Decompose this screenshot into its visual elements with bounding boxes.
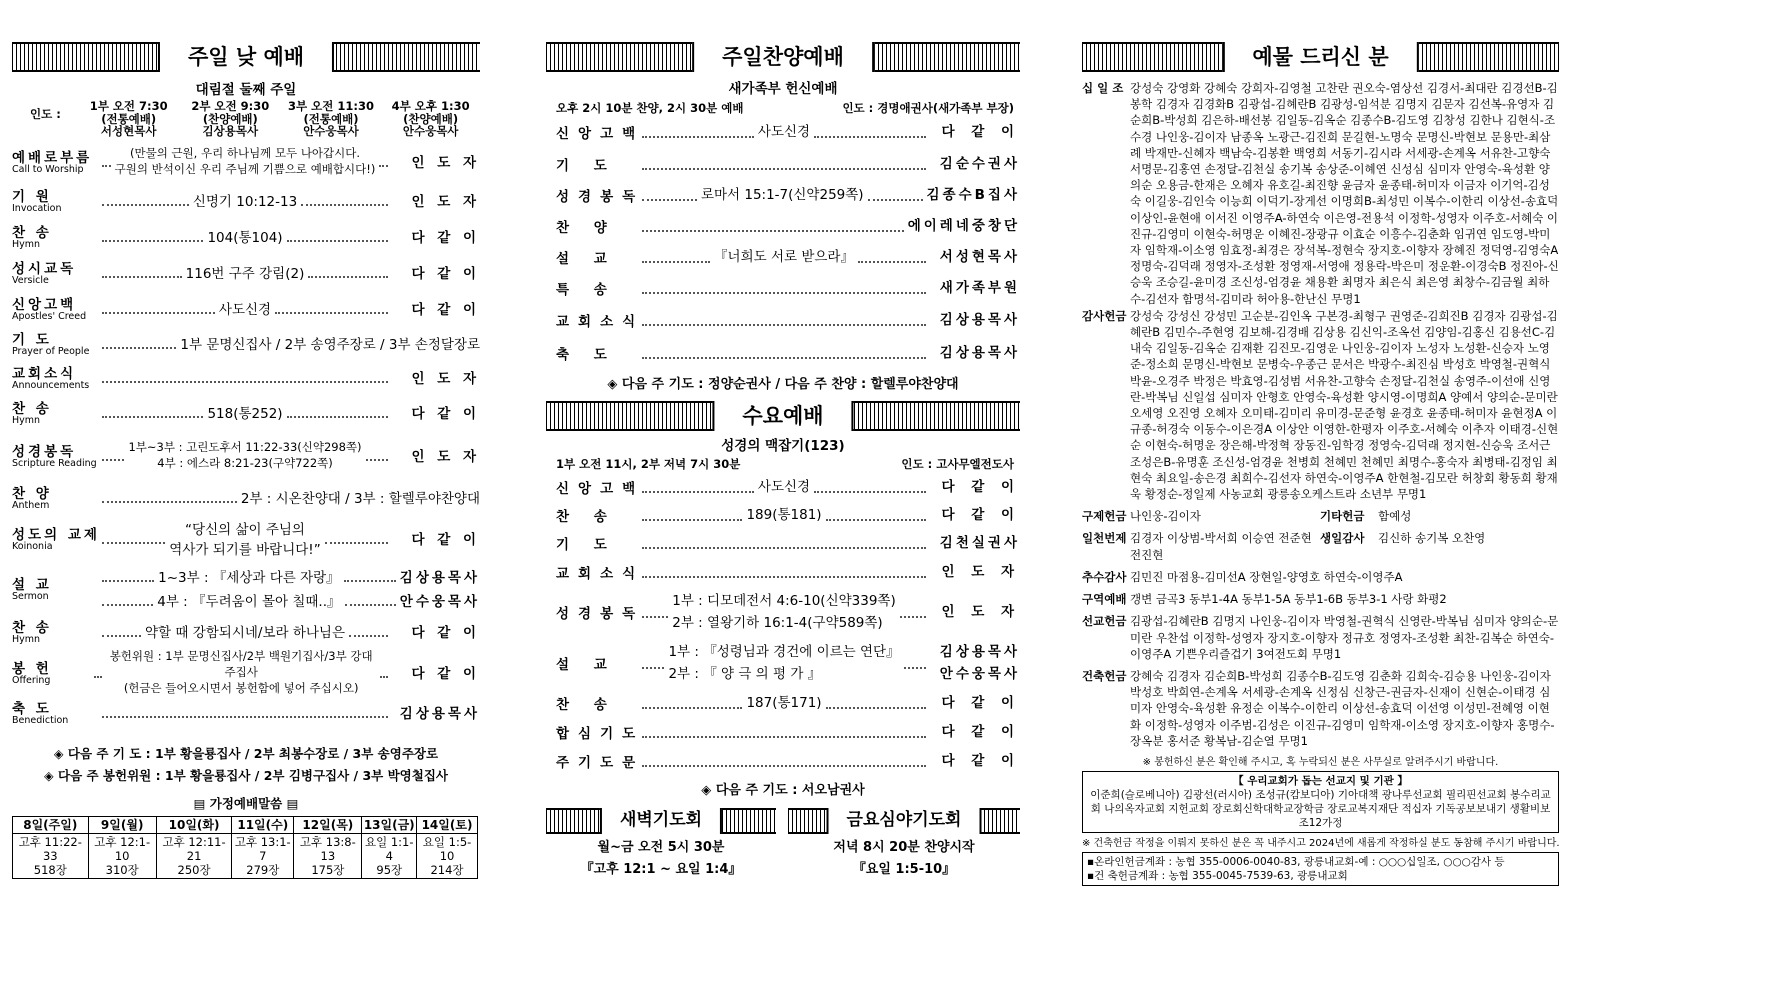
item-leader: 다 같 이: [941, 124, 1021, 140]
item-label: 기 도: [556, 157, 617, 174]
mission-row: 선교헌금 김광섭-김혜란B 김명지 나인웅-김이자 박영철-권혁식 신영란-박복님 심미자 양의순-문미란 우찬섭 이정학-성영자 장지호-이향자 정규호 정영자-조성환 최찬-김복순 하연숙-이영주A 기쁜우리즐겁기 3여전도회 무명1: [1082, 614, 1559, 661]
item-label: 예배로부름 Call to Worship: [12, 150, 93, 175]
item-label: 성경봉독: [556, 606, 645, 622]
item-label: 축 도: [556, 347, 617, 363]
service-2: 2부 오전 9:30 (찬양예배) 김상용목사: [191, 99, 270, 138]
item-content: (만물의 근원, 우리 하나님께 모두 나아갑시다. 구원의 반석이신 우리 주님께 기쁨으로 예배합시다!): [114, 145, 376, 176]
service-item: [12, 218, 480, 254]
service-item: [546, 241, 1020, 272]
wednesday-banner: [546, 401, 1020, 431]
leaders-label: 인도 :: [30, 107, 61, 121]
item-leader: 인 도 자: [411, 370, 480, 387]
family-ref: 고후 11:22-33 518장: [13, 833, 89, 878]
item-leader: 안수웅목사: [399, 593, 481, 610]
item-leader: 인 도 자: [941, 563, 1020, 580]
item-leader: 다 같 이: [941, 723, 1020, 740]
friday-title: 금요심야기도회: [827, 808, 982, 834]
item-leader: 김상용목사: [939, 345, 1020, 361]
service-item: [546, 717, 1020, 746]
item-label: 봉 헌 Offering: [12, 661, 52, 686]
item-leader: 다 같 이: [411, 265, 480, 282]
service-item: [546, 179, 1020, 210]
item-content: 2부 : 시온찬양대 / 3부 : 할렐루야찬양대: [240, 490, 480, 507]
praise-leader: 인도 : 경명애권사(새가족부 부장): [842, 101, 1014, 115]
family-ref: 고후 13:1-7 279장: [232, 833, 294, 878]
service-times: [12, 100, 480, 138]
book-icon-left: ▤: [193, 795, 210, 811]
item-label: 설 교 Sermon: [12, 577, 52, 602]
family-day: 13일(금): [363, 817, 415, 832]
family-day: 10일(화): [156, 816, 232, 833]
service-4: 4부 오후 1:30 (찬양예배) 안수웅목사: [391, 99, 470, 138]
item-leader: 김상용목사 안수웅목사: [939, 644, 1021, 682]
item-content: 1부 : 디모데전서 4:6-10(신약339쪽) 2부 : 열왕기하 16:1-4(구약589쪽): [672, 593, 896, 631]
item-label: 찬 송 Hymn: [12, 620, 52, 645]
thanks-note: ※ 봉헌하신 분은 확인해 주시고, 혹 누락되신 분은 사무실로 알려주시기 바랍니다.: [1142, 756, 1499, 768]
building-note: ※ 건축헌금 작정을 이뤄지 못하신 분은 꼭 내주시고 2024년에 새롭게 작정하실 분도 동참해 주시기 바랍니다.: [1082, 837, 1560, 849]
sermon-lines: [98, 564, 480, 612]
service-item: [12, 430, 480, 480]
service-item: [546, 210, 1020, 241]
service-item: [546, 303, 1020, 337]
service-item: [12, 562, 480, 614]
service-item: [12, 696, 480, 728]
service-item: [12, 140, 480, 182]
service-item: [546, 638, 1020, 688]
family-ref: 고후 12:11-21 250장: [156, 833, 232, 878]
relief-row: 구제헌금 나인웅-김이자 기타헌금 함예성: [1082, 509, 1412, 524]
friday-time: 저녁 8시 20분 찬양시작: [833, 840, 975, 855]
mission-support-box: [1082, 771, 1559, 833]
dawn-banner: [546, 808, 776, 834]
item-label: 기 도: [556, 537, 617, 553]
item-label: 찬 송: [556, 509, 617, 525]
once-row: 일천번제 김경자 이상범-박서희 이승연 전준현 전진현 생일감사 김신하 송기복 오찬영: [1082, 531, 1486, 562]
family-ref: 고후 12:1-10 310장: [88, 833, 156, 878]
service-item: [546, 746, 1020, 775]
item-label: 설 교: [556, 657, 617, 673]
sunday-service-banner: [12, 42, 480, 72]
tithe-row: 십 일 조 강성숙 강영화 강혜숙 강희자-김영철 고찬란 권오숙-염상선 김경서-최대란 김경선B-김봉학 김경자 김경화B 김광섭-김혜란B 김광성-임석분 김명지 김문자 김선복-유영자 김순희B-박성희 김은하-배선봉 김일동-김옥순 김종수B-김도영 김창성 김한나 김현식-조수경 나인웅-김이자 남종옥 노광근-김진희 문길현-노명숙 문명신-박현보 문용만-최삼례 박재만-신혜자 백남숙-김봉환 백영희 서동기-김시라 서세광-손계옥 서유찬-고향숙 서명문-김홍연 손정달-김천실 송기복 송상준-이혜연 신성심 심미자 안영숙-육성환 양의순 오용금-한재은 오혜자 유호길-최진향 윤금자 윤종태-허미자 이금자 이기억-김성숙 이길웅-김인숙 이능희 이덕기-장게선 이명희B-최성민 이복수-이한리 이상선-송효덕 이상인-윤현애 이서진 이영주A-하연숙 이은영-전용석 이정학-성영자 이주호-서혜숙 이진규-김영미 이현숙-허명운 이혜진-장광규 이효순 이흥수-김춘화 임귀연 임도영-박미자 임학재-이소영 임효정-최경은 장석복-정현숙 장지호-이향자 장혜진 정덕영-김영숙A 정명숙-김덕래 정영자-조성환 정영재-서영애 정용락-박은미 정운환-이경숙B 정진아-신승욱 조승길-윤미경 조신성-엄경윤 채용환 최명자 최은식 최은영 최창수-김금월 최하수-김선자 함명석-김미라 허아용-한난신 무명1: [1082, 81, 1559, 306]
friday-banner: [788, 808, 1020, 834]
harvest-row: 추수감사 김민진 마점용-김미선A 장현일-양영호 하연숙-이영주A: [1082, 569, 1403, 584]
next-offering: ◈ 다음 주 봉헌위원 : 1부 황을룡집사 / 2부 김병구집사 / 3부 박영철집사: [44, 767, 448, 783]
item-leader: 인 도 자: [941, 604, 1020, 620]
item-leader: 다 같 이: [941, 694, 1021, 711]
item-content: 1부 문명신집사 / 2부 송영주장로 / 3부 손정달장로: [180, 336, 480, 353]
service-item: [546, 586, 1020, 638]
service-item: [546, 557, 1020, 586]
item-leader: 김상용목사: [939, 312, 1020, 328]
item-content: 봉헌위원 : 1부 문명신집사/2부 백원기집사/3부 강대주집사 (헌금은 들어오시면서 봉헌함에 넣어 주십시오): [109, 648, 373, 695]
item-content: 518(통252): [207, 405, 283, 422]
wednesday-leader: 인도 : 고사무엘전도사: [901, 457, 1014, 471]
family-worship-table: [12, 816, 478, 879]
family-ref: 요일 1:5-10 214장: [417, 833, 478, 878]
service-item: [12, 480, 480, 514]
item-content: 사도신경: [757, 124, 811, 140]
item-leader: 인 도 자: [411, 154, 481, 171]
item-content: 187(통171): [746, 694, 822, 711]
wednesday-order: [546, 472, 1020, 775]
item-content: 사도신경: [757, 478, 811, 495]
item-content: 사도신경: [218, 301, 272, 318]
item-content: 약할 때 강함되시네/보라 하나님은: [145, 624, 345, 641]
item-label: 찬 송 Hymn: [12, 225, 52, 250]
service-item: [546, 148, 1020, 179]
praise-service-column: [546, 42, 1020, 877]
accounts-box: [1082, 852, 1559, 886]
service-item: [546, 688, 1020, 717]
mission-box-title: 【 우리교회가 돕는 선교지 및 기관 】: [1233, 774, 1408, 787]
dawn-prayer-block: [546, 808, 776, 877]
item-label: 교회소식 Announcements: [12, 366, 90, 391]
item-leader: 김상용목사: [399, 705, 480, 722]
service-3: 3부 오전 11:30 (전통예배) 안수웅목사: [288, 99, 374, 138]
item-leader: 다 같 이: [941, 507, 1021, 523]
sunday-subtitle: 대림절 둘째 주일: [195, 82, 297, 98]
item-leader: 새가족부원: [939, 279, 1020, 296]
family-ref: 요일 1:1-4 95장: [362, 833, 417, 878]
praise-subtitle: 새가족부 헌신예배: [728, 81, 838, 97]
item-content: 4부 : 『두려움이 몰아 칠때..』: [157, 593, 341, 610]
sunday-service-title: 주일 낮 예배: [158, 42, 334, 72]
praise-order: [546, 116, 1020, 369]
item-label: 설 교: [556, 250, 617, 267]
dawn-text: 『고후 12:1 ~ 요일 1:4』: [580, 862, 742, 877]
service-item: [12, 514, 480, 562]
family-day: 14일(토): [417, 816, 478, 833]
friday-prayer-block: [788, 808, 1020, 877]
item-leader: 다 같 이: [941, 752, 1020, 769]
service-item: [12, 254, 480, 290]
family-day: 11일(수): [232, 816, 294, 833]
service-item: [546, 501, 1020, 529]
sunday-service-column: [12, 42, 480, 879]
district-row: 구역예배 갱변 금곡3 동부1-4A 동부1-5A 동부1-6B 동부3-1 사랑 화평2: [1082, 592, 1447, 607]
item-leader: 김종수B집사: [926, 186, 1020, 203]
item-content: 189(통181): [746, 507, 822, 523]
item-content: 신명기 10:12-13: [192, 193, 298, 210]
offerings-title: 예물 드리신 분: [1222, 42, 1418, 72]
praise-service-banner: [546, 42, 1020, 72]
book-icon-right: ▤: [282, 795, 299, 811]
item-label: 찬 양: [556, 219, 617, 236]
item-content: 로마서 15:1-7(신약259쪽): [700, 186, 864, 203]
thanks-row: 감사헌금 강성숙 강성신 강성민 고순분-김인옥 구본경-최형구 권영준-김희진B 김경자 김광섭-김혜란B 김민수-주현영 김보해-김경배 김상용 김신익-조옥선 김양임-김홍신 김용선C-김내숙 김일동-김옥순 김재환 김진모-김영운 나인웅-김이자 노성자 노성환-신승자 노영준-정소희 문명신-박현보 문병숙-우종근 문서은 박광수-최진심 박성호 박영철-권혁식 박윤-오경주 박정은 박효영-김성범 서유찬-고향숙 손정달-김천실 송영주-이선애 신영란-박복님 신일섭 심미자 안형호 안영숙-육성환 양시영-이명희A 양예서 양의순-문미란 오세영 오진영 오혜자 오미태-김미리 유미경-문준형 윤경호 윤종태-허미자 윤현정A 이규종-허경숙 이동수-이은경A 이상안 이영한-한평자 이주호-서혜숙 이추자 이태경-신현순 이현숙-허명운 장은해-박정혁 장동진-임학경 정영숙-김덕래 정지현-신승욱 조서근 조성은B-유명훈 조신성-엄경윤 천병희 천혜민 천혜민 최명수-홍숙자 최병태-김정임 최현숙 최요일-송은경 최희수-김선자 하연숙-이영주A 한현철-김모란 허창회 황동희 황재욱 황정순-정일제 사농교회 광릉송오케스트라 소년부 무명1: [1082, 308, 1559, 502]
wednesday-subtitle: 성경의 맥잡기(123): [721, 438, 845, 454]
dawn-title: 새벽기도회: [600, 808, 722, 834]
service-item: [546, 272, 1020, 303]
praise-service-title: 주일찬양예배: [692, 42, 874, 72]
item-leader: 에이레네중창단: [907, 217, 1020, 234]
item-leader: 인 도 자: [411, 193, 480, 210]
next-prayer: ◈ 다음 주 기 도 : 1부 황을룡집사 / 2부 최봉수장로 / 3부 송영주장로: [53, 745, 439, 761]
item-leader: 김천실권사: [939, 535, 1020, 551]
item-leader: 다 같 이: [941, 478, 1021, 495]
online-account: ▪온라인헌금계좌 : 농협 355-0006-0040-83, 광릉내교회-예 : ○○○십일조, ○○○감사 등: [1087, 855, 1505, 868]
item-label: 성시교독 Versicle: [12, 261, 77, 286]
item-label: 합심기도: [556, 725, 645, 742]
praise-time: 오후 2시 10분 찬양, 2시 30분 예배: [556, 101, 744, 115]
item-label: 성경봉독 Scripture Reading: [12, 444, 97, 469]
item-label: 기 원 Invocation: [12, 189, 62, 214]
item-content: 『너희도 서로 받으라』: [714, 248, 854, 265]
building-row: 건축헌금 강혜숙 김경자 김순희B-박성희 김종수B-김도영 김춘화 김희숙-김승용 나인웅-김이자 박성호 박희연-손계옥 서세광-손계옥 신정심 신창근-권금자-신재이 신현순-이태경 심미자 안영숙-육성환 유정순 이복수-이한리 이상선-송효덕 이선영 이성민-전혜영 이현화 이정학-성영자 이주범-김성은 이진규-김영미 임학재-이소영 장지호-이향자 홍명수-장옥분 홍서준 황복남-김순열 무명1: [1082, 668, 1555, 748]
offerings-banner: [1082, 42, 1559, 72]
item-label: 주기도문: [556, 754, 645, 771]
dawn-time: 월~금 오전 5시 30분: [597, 840, 725, 855]
item-label: 신앙고백: [556, 480, 645, 497]
praise-next-notice: ◈ 다음 주 기도 : 정양순권사 / 다음 주 찬양 : 할렐루야찬양대: [607, 377, 959, 392]
item-content: 104(통104): [207, 229, 283, 246]
item-label: 기 도 Prayer of People: [12, 332, 90, 357]
item-content: 116번 구주 강림(2): [185, 265, 305, 282]
service-item: [546, 472, 1020, 501]
item-leader: 다 같 이: [411, 531, 480, 548]
service-item: [12, 648, 480, 696]
item-leader: 서성현목사: [939, 248, 1021, 265]
wednesday-next: ◈ 다음 주 기도 : 서오남권사: [701, 783, 865, 798]
item-label: 축 도 Benediction: [12, 701, 69, 726]
item-leader: 인 도 자: [411, 448, 481, 465]
family-worship-title: ▤ 가정예배말씀 ▤: [193, 795, 299, 811]
item-leader: 다 같 이: [411, 665, 480, 682]
service-item: [546, 116, 1020, 148]
service-item: [12, 614, 480, 648]
item-label: 찬 송: [556, 696, 617, 713]
family-day: 9일(월): [88, 816, 156, 833]
item-label: 성경봉독: [556, 188, 645, 205]
building-account: ▪건 축헌금계좌 : 농협 355-0045-7539-63, 광릉내교회: [1087, 869, 1348, 882]
friday-text: 『요일 1:5-10』: [852, 862, 956, 877]
mission-box-text: 이준희(슬로베니아) 김광선(러시아) 조성규(캄보디아) 기아대책 광나루선교회 필리핀선교회 봉수리교회 나의옥자교회 지헌교회 장로회신학대학교장학금 장로교복지재단 적십자 기독공보보내기 생활비보조12가정: [1090, 788, 1551, 829]
wednesday-time: 1부 오전 11시, 2부 저녁 7시 30분: [556, 457, 741, 471]
item-content: 1부 : 『성령님과 경건에 이르는 연단』 2부 : 『 양 극 의 평 가 』: [668, 644, 900, 682]
item-label: 찬 양 Anthem: [12, 486, 52, 511]
family-day: 8일(주일): [13, 816, 89, 833]
service-item: [12, 290, 480, 326]
family-ref: 고후 13:8-13 175장: [294, 833, 362, 878]
offerings-column: [1082, 42, 1559, 886]
item-content: “당신의 삶이 주님의 역사가 되기를 바랍니다!”: [169, 521, 321, 558]
item-leader: 다 같 이: [411, 229, 481, 246]
service-1: 1부 오전 7:30 (전통예배) 서성현목사: [89, 99, 168, 138]
service-item: [12, 360, 480, 394]
service-item: [546, 337, 1020, 369]
item-content: 1~3부 : 『세상과 다른 자랑』: [158, 569, 340, 586]
item-label: 신앙고백: [556, 126, 645, 142]
service-item: [12, 394, 480, 430]
order-of-service: [12, 140, 480, 728]
item-leader: 김순수권사: [939, 155, 1020, 172]
family-day: 12일(목): [294, 816, 362, 833]
item-label: 성도의 교제 Koinonia: [12, 527, 100, 552]
item-leader: 김상용목사: [399, 569, 480, 586]
item-label: 신앙고백 Apostles' Creed: [12, 297, 87, 322]
item-leader: 다 같 이: [411, 301, 481, 318]
service-item: [12, 182, 480, 218]
item-label: 교회소식: [556, 565, 645, 582]
item-label: 교회소식: [556, 314, 645, 330]
item-leader: 다 같 이: [411, 624, 480, 641]
service-item: [546, 529, 1020, 557]
service-item: [12, 326, 480, 360]
offerings-list: [1082, 80, 1559, 749]
item-leader: 다 같 이: [411, 405, 481, 422]
item-label: 찬 송 Hymn: [12, 401, 52, 426]
wednesday-title: 수요예배: [712, 401, 853, 431]
item-label: 특 송: [556, 281, 617, 298]
item-content: 1부~3부 : 고린도후서 11:22-33(신약298쪽) 4부 : 에스라 8:21-23(구약722쪽): [128, 439, 362, 470]
